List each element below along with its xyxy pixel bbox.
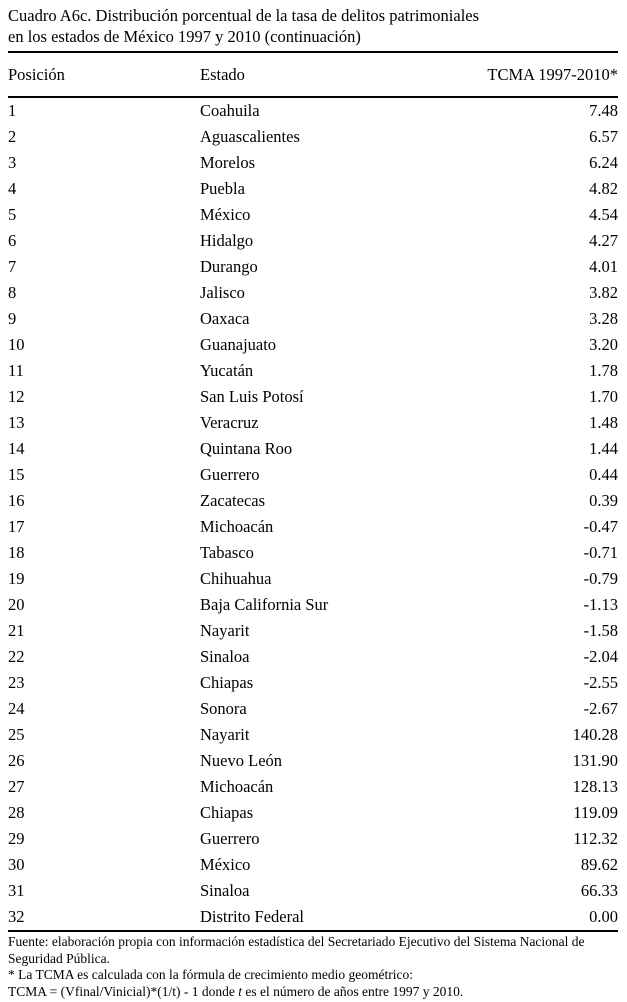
position-cell: 4 bbox=[8, 179, 17, 198]
position-cell: 19 bbox=[8, 569, 25, 588]
table-title-line2: en los estados de México 1997 y 2010 (continuación) bbox=[8, 27, 361, 46]
table-row bbox=[8, 670, 618, 696]
formula-intro-note: * La TCMA es calculada con la fórmula de crecimiento medio geométrico: bbox=[8, 967, 413, 983]
tcma-cell: 7.48 bbox=[589, 101, 618, 120]
tcma-cell: -2.55 bbox=[583, 673, 618, 692]
position-cell: 17 bbox=[8, 517, 25, 536]
state-cell: Michoacán bbox=[200, 517, 274, 536]
position-cell: 25 bbox=[8, 725, 25, 744]
state-cell: Zacatecas bbox=[200, 491, 266, 510]
position-cell: 20 bbox=[8, 595, 25, 614]
position-cell: 23 bbox=[8, 673, 25, 692]
tcma-cell: 119.09 bbox=[573, 803, 618, 822]
position-cell: 18 bbox=[8, 543, 25, 562]
state-cell: Quintana Roo bbox=[200, 439, 293, 458]
table-row bbox=[8, 436, 618, 462]
tcma-cell: 6.57 bbox=[589, 127, 618, 146]
position-cell: 28 bbox=[8, 803, 25, 822]
position-cell: 12 bbox=[8, 387, 25, 406]
formula-prefix: TCMA = (Vfinal/Vinicial)*(1/t) - 1 donde bbox=[8, 983, 239, 999]
state-cell: San Luis Potosí bbox=[200, 387, 304, 406]
table-title bbox=[8, 5, 618, 47]
tcma-cell: 89.62 bbox=[580, 855, 618, 874]
position-cell: 26 bbox=[8, 751, 25, 770]
position-cell: 31 bbox=[8, 881, 25, 900]
table-row bbox=[8, 306, 618, 332]
state-cell: Sonora bbox=[200, 699, 247, 718]
tcma-cell: -2.04 bbox=[583, 647, 618, 666]
table-row bbox=[8, 618, 618, 644]
tcma-cell: 3.20 bbox=[589, 335, 618, 354]
state-cell: Veracruz bbox=[200, 413, 259, 432]
table-row bbox=[8, 826, 618, 852]
table-row bbox=[8, 358, 618, 384]
tcma-cell: 1.78 bbox=[589, 361, 618, 380]
state-cell: Nayarit bbox=[200, 725, 250, 744]
tcma-cell: 112.32 bbox=[573, 829, 618, 848]
table-row bbox=[8, 254, 618, 280]
footnotes bbox=[8, 934, 618, 1000]
tcma-cell: -0.71 bbox=[583, 543, 618, 562]
state-cell: Sinaloa bbox=[200, 881, 250, 900]
formula-suffix: es el número de años entre 1997 y 2010. bbox=[242, 983, 464, 999]
tcma-cell: 0.00 bbox=[589, 907, 618, 926]
position-cell: 27 bbox=[8, 777, 25, 796]
table-row bbox=[8, 410, 618, 436]
state-cell: Durango bbox=[200, 257, 258, 276]
tcma-cell: 3.82 bbox=[589, 283, 618, 302]
tcma-cell: 128.13 bbox=[572, 777, 618, 796]
formula-variable: t bbox=[238, 983, 243, 999]
table-row bbox=[8, 852, 618, 878]
state-cell: Guanajuato bbox=[200, 335, 277, 354]
table-row bbox=[8, 332, 618, 358]
table-row bbox=[8, 514, 618, 540]
tcma-cell: -2.67 bbox=[583, 699, 618, 718]
tcma-cell: 140.28 bbox=[572, 725, 618, 744]
position-cell: 14 bbox=[8, 439, 25, 458]
ranking-table bbox=[8, 51, 618, 932]
table-row bbox=[8, 97, 618, 124]
position-cell: 9 bbox=[8, 309, 17, 328]
state-cell: Aguascalientes bbox=[200, 127, 300, 146]
table-row bbox=[8, 488, 618, 514]
state-cell: Distrito Federal bbox=[200, 907, 305, 926]
state-cell: Guerrero bbox=[200, 465, 260, 484]
column-header-posicion: Posición bbox=[8, 52, 200, 97]
tcma-cell: 131.90 bbox=[572, 751, 618, 770]
table-row bbox=[8, 150, 618, 176]
table-header bbox=[8, 52, 618, 97]
column-header-estado: Estado bbox=[200, 52, 463, 97]
table-row bbox=[8, 800, 618, 826]
position-cell: 1 bbox=[8, 101, 17, 120]
position-cell: 22 bbox=[8, 647, 25, 666]
position-cell: 32 bbox=[8, 907, 25, 926]
state-cell: Jalisco bbox=[200, 283, 245, 302]
table-body bbox=[8, 97, 618, 931]
position-cell: 8 bbox=[8, 283, 17, 302]
table-row bbox=[8, 202, 618, 228]
table-row bbox=[8, 904, 618, 931]
table-row bbox=[8, 280, 618, 306]
state-cell: Chihuahua bbox=[200, 569, 272, 588]
position-cell: 24 bbox=[8, 699, 25, 718]
state-cell: Hidalgo bbox=[200, 231, 254, 250]
tcma-cell: -0.47 bbox=[583, 517, 618, 536]
position-cell: 2 bbox=[8, 127, 17, 146]
state-cell: Nayarit bbox=[200, 621, 250, 640]
state-cell: Michoacán bbox=[200, 777, 274, 796]
table-row bbox=[8, 462, 618, 488]
table-row bbox=[8, 878, 618, 904]
tcma-cell: 0.39 bbox=[589, 491, 618, 510]
table-row bbox=[8, 644, 618, 670]
state-cell: Chiapas bbox=[200, 673, 254, 692]
tcma-cell: 1.70 bbox=[589, 387, 618, 406]
position-cell: 30 bbox=[8, 855, 25, 874]
state-cell: Morelos bbox=[200, 153, 255, 172]
state-cell: Sinaloa bbox=[200, 647, 250, 666]
position-cell: 11 bbox=[8, 361, 24, 380]
table-row bbox=[8, 696, 618, 722]
position-cell: 3 bbox=[8, 153, 17, 172]
state-cell: Tabasco bbox=[200, 543, 254, 562]
table-header-row bbox=[8, 52, 618, 97]
tcma-cell: 4.01 bbox=[589, 257, 618, 276]
table-row bbox=[8, 176, 618, 202]
table-row bbox=[8, 540, 618, 566]
table-row bbox=[8, 566, 618, 592]
state-cell: Nuevo León bbox=[200, 751, 283, 770]
state-cell: Guerrero bbox=[200, 829, 260, 848]
table-title-line1: Cuadro A6c. Distribución porcentual de la tasa de delitos patrimoniales bbox=[8, 6, 480, 25]
source-note: Fuente: elaboración propia con información estadística del Secretariado Ejecutivo del Sistema Nacional de Seguridad Pública. bbox=[8, 934, 585, 966]
state-cell: Yucatán bbox=[200, 361, 254, 380]
position-cell: 7 bbox=[8, 257, 17, 276]
table-row bbox=[8, 722, 618, 748]
position-cell: 29 bbox=[8, 829, 25, 848]
tcma-cell: 1.48 bbox=[589, 413, 618, 432]
position-cell: 16 bbox=[8, 491, 25, 510]
tcma-cell: 4.54 bbox=[589, 205, 618, 224]
tcma-cell: 0.44 bbox=[589, 465, 618, 484]
tcma-cell: 3.28 bbox=[589, 309, 618, 328]
state-cell: Chiapas bbox=[200, 803, 254, 822]
tcma-cell: 6.24 bbox=[589, 153, 618, 172]
table-row bbox=[8, 774, 618, 800]
position-cell: 21 bbox=[8, 621, 25, 640]
column-header-tcma: TCMA 1997-2010* bbox=[463, 52, 618, 97]
tcma-cell: 4.27 bbox=[589, 231, 618, 250]
tcma-cell: -0.79 bbox=[583, 569, 618, 588]
state-cell: México bbox=[200, 205, 251, 224]
formula-note bbox=[8, 984, 618, 1001]
table-row bbox=[8, 384, 618, 410]
state-cell: Puebla bbox=[200, 179, 245, 198]
table-row bbox=[8, 592, 618, 618]
table-row bbox=[8, 124, 618, 150]
position-cell: 10 bbox=[8, 335, 25, 354]
tcma-cell: -1.58 bbox=[583, 621, 618, 640]
position-cell: 6 bbox=[8, 231, 17, 250]
tcma-cell: 1.44 bbox=[589, 439, 618, 458]
tcma-cell: 66.33 bbox=[580, 881, 618, 900]
state-cell: Oaxaca bbox=[200, 309, 250, 328]
table-row bbox=[8, 228, 618, 254]
position-cell: 13 bbox=[8, 413, 25, 432]
state-cell: México bbox=[200, 855, 251, 874]
position-cell: 15 bbox=[8, 465, 25, 484]
state-cell: Coahuila bbox=[200, 101, 260, 120]
tcma-cell: 4.82 bbox=[589, 179, 618, 198]
state-cell: Baja California Sur bbox=[200, 595, 329, 614]
position-cell: 5 bbox=[8, 205, 17, 224]
table-row bbox=[8, 748, 618, 774]
tcma-cell: -1.13 bbox=[583, 595, 618, 614]
